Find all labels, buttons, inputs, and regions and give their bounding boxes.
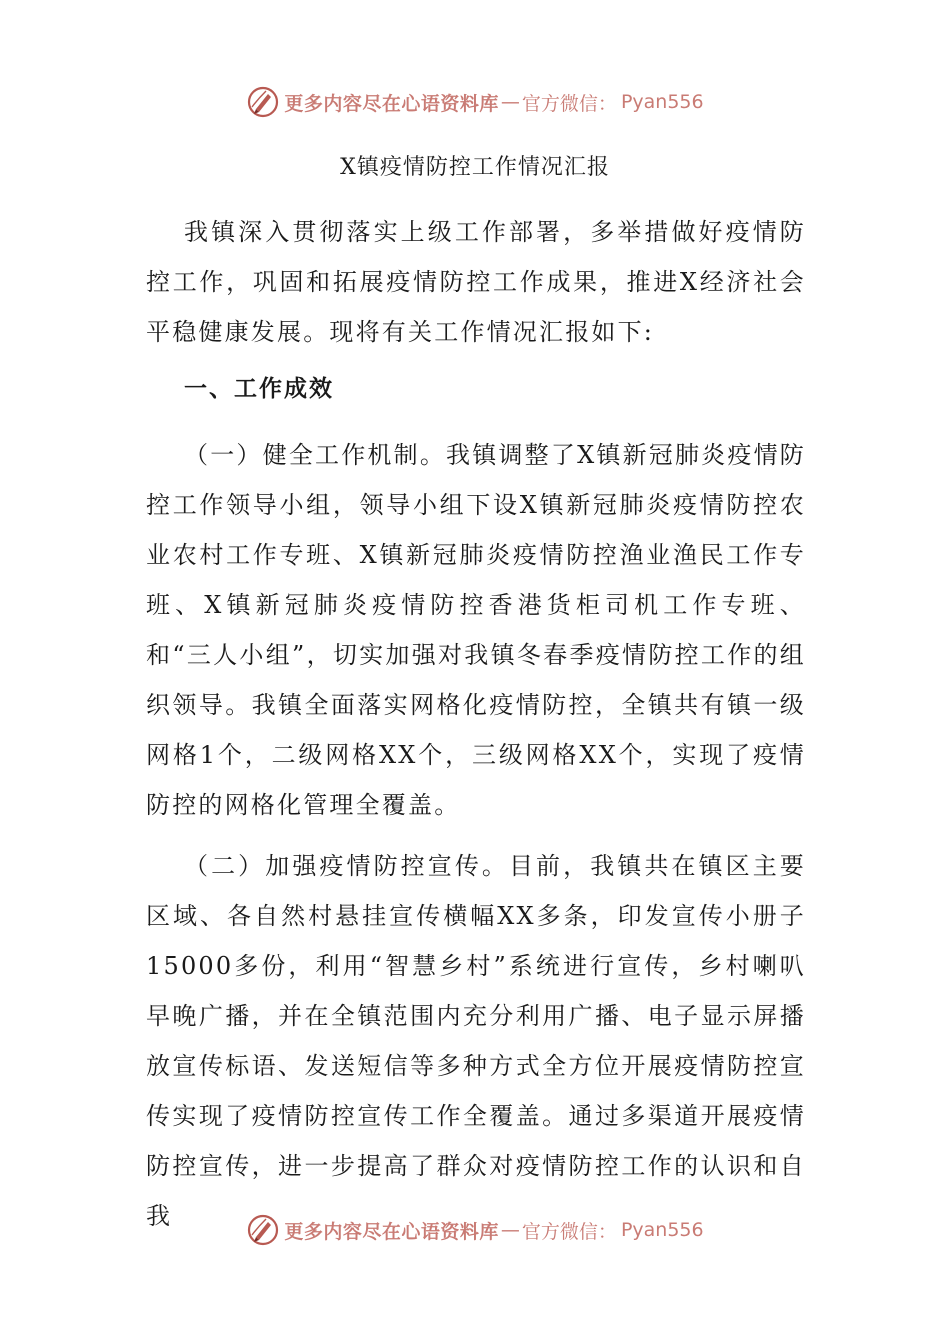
section-heading: 一、工作成效 (184, 376, 334, 402)
watermark-wechat-label: 官方微信： (521, 92, 617, 115)
watermark-wechat-id: Pyan556 (620, 91, 704, 113)
intro-paragraph: 我镇深入贯彻落实上级工作部署，多举措做好疫情防控工作，巩固和拓展疫情防控工作成果，推进X经济社会平稳健康发展。现将有关工作情况汇报如下: (146, 218, 806, 346)
watermark-wechat-label: 官方微信： (521, 1220, 617, 1243)
header-watermark (0, 82, 950, 122)
watermark-brand-text: 更多内容尽在心语资料库 (284, 92, 499, 115)
body-paragraph-2: （二）加强疫情防控宣传。目前，我镇共在镇区主要区域、各自然村悬挂宣传横幅XX多条，印发宣传小册子15000多份，利用“智慧乡村”系统进行宣传，乡村喇叭早晚广播，并在全镇范围内充分利用广播、电子显示屏播放宣传标语、发送短信等多种方式全方位开展疫情防控宣传实现了疫情防控宣传工作全覆盖。通过多渠道开展疫情防控宣传，进一步提高了群众对疫情防控工作的认识和自我 (146, 852, 806, 1230)
footer-watermark (0, 1210, 950, 1250)
watermark-wechat-id: Pyan556 (620, 1219, 704, 1241)
watermark-separator: — (500, 1219, 520, 1241)
pen-nib-logo-icon (246, 85, 280, 119)
body-paragraph-1: （一）健全工作机制。我镇调整了X镇新冠肺炎疫情防控工作领导小组，领导小组下设X镇新冠肺炎疫情防控农业农村工作专班、X镇新冠肺炎疫情防控渔业渔民工作专班、X镇新冠肺炎疫情防控香港货柜司机工作专班、和“三人小组”，切实加强对我镇冬春季疫情防控工作的组织领导。我镇全面落实网格化疫情防控，全镇共有镇一级网格1个，二级网格XX个，三级网格XX个，实现了疫情防控的网格化管理全覆盖。 (146, 441, 806, 819)
watermark-separator: — (500, 91, 520, 113)
watermark-brand-text: 更多内容尽在心语资料库 (284, 1220, 499, 1243)
document-title: X镇疫情防控工作情况汇报 (340, 155, 610, 180)
pen-nib-logo-icon (246, 1213, 280, 1247)
